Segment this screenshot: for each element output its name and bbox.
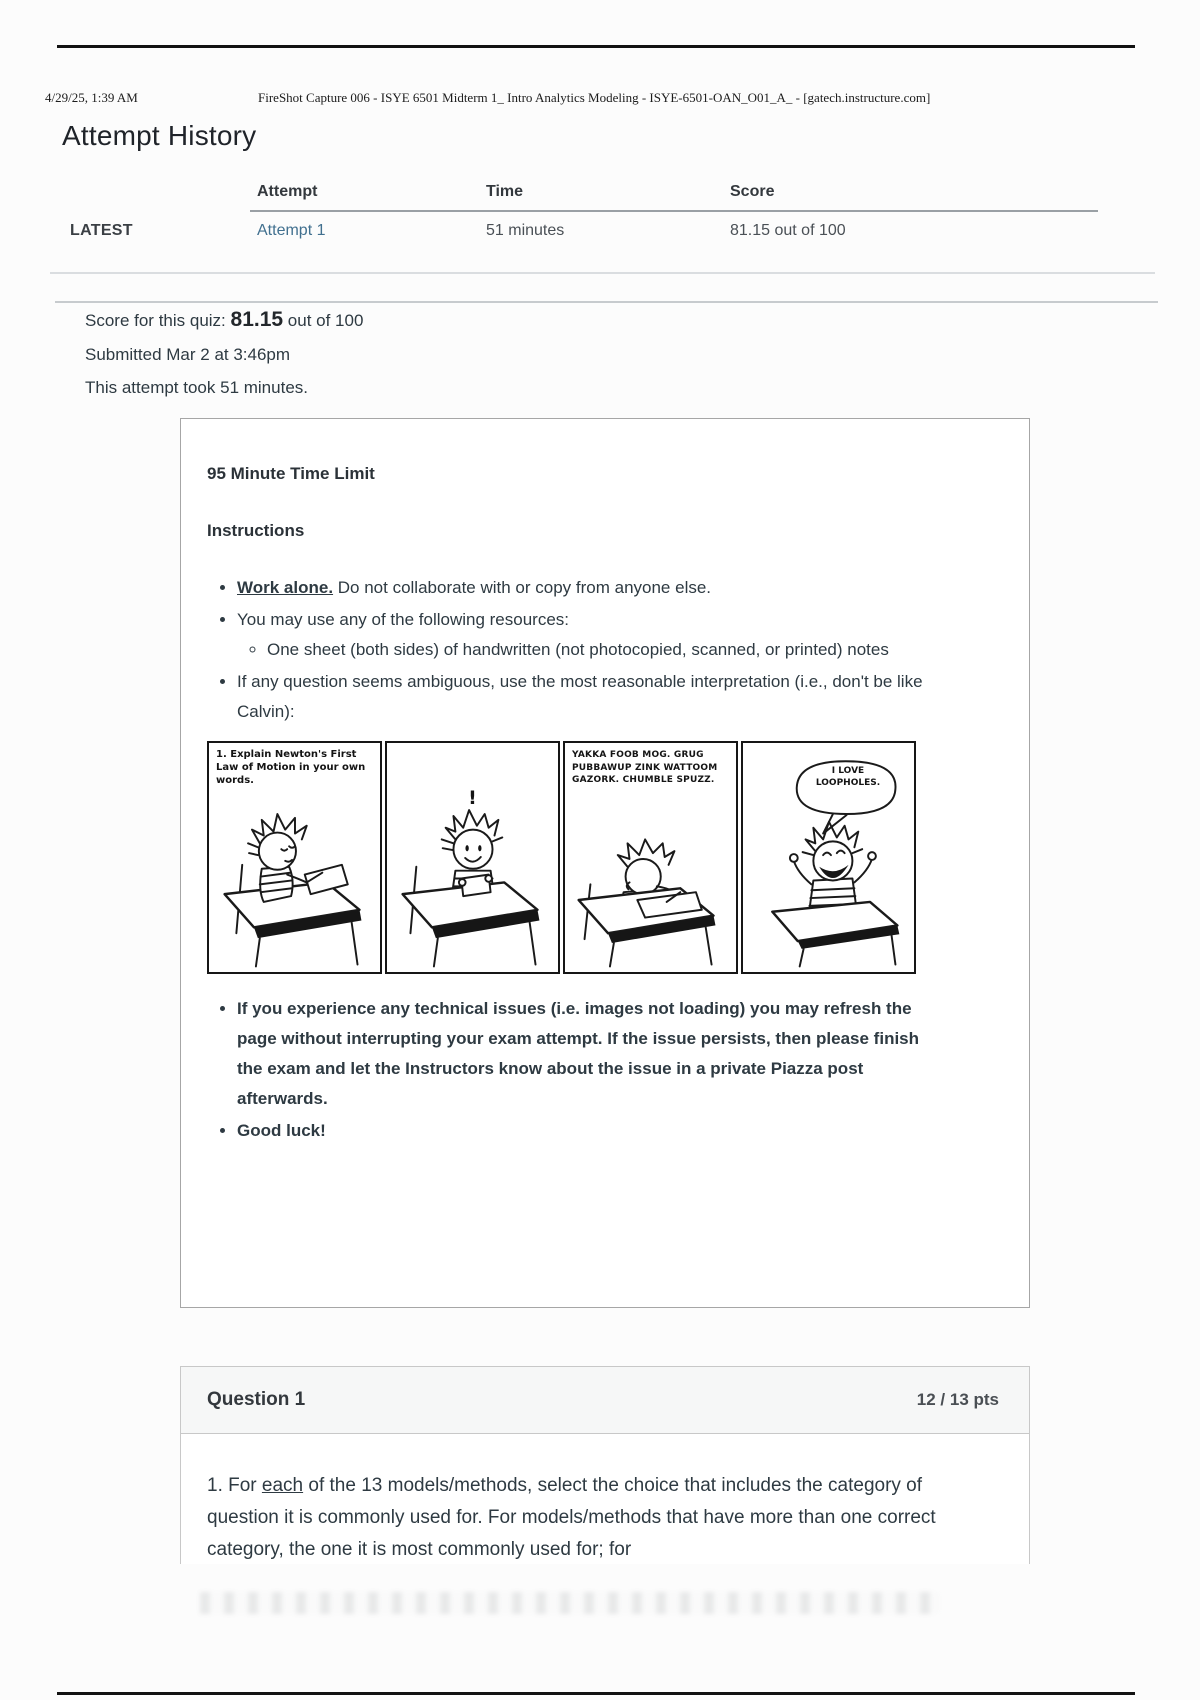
- instruction-resources: [237, 605, 927, 665]
- question-1-body: [180, 1434, 1030, 1564]
- work-alone-emphasis: Work alone.: [237, 578, 334, 597]
- quiz-score-line: [85, 308, 363, 332]
- faded-text-artifact: [200, 1592, 940, 1614]
- comic-panel-2-text: !: [468, 787, 477, 809]
- time-limit-heading: 95 Minute Time Limit: [207, 464, 375, 483]
- submitted-line: Submitted Mar 2 at 3:46pm: [85, 345, 291, 364]
- table-row-divider: [50, 272, 1155, 274]
- duration-line: This attempt took 51 minutes.: [85, 378, 308, 397]
- question-text-before: 1. For: [207, 1475, 262, 1496]
- instructions-list: [207, 573, 999, 727]
- top-print-rule: [57, 45, 1135, 48]
- quiz-instructions-box: [180, 418, 1030, 1308]
- question-1-title: Question 1: [207, 1389, 306, 1410]
- instruction-notes-sheet: ◦ One sheet (both sides) of handwritten (not photocopied, scanned, or printed) notes: [267, 635, 897, 665]
- column-header-time: Time: [486, 183, 524, 200]
- latest-row-label: LATEST: [70, 222, 133, 239]
- calvin-comic-strip: [207, 741, 999, 974]
- instruction-good-luck: • Good luck!: [237, 1116, 927, 1146]
- table-bottom-divider: [55, 301, 1158, 303]
- instructions-list-bottom: [207, 994, 999, 1146]
- instruction-work-alone: [237, 573, 927, 603]
- comic-panel-3-text: YAKKA FOOB MOG. GRUG PUBBAWUP ZINK WATTOOM GAZORK. CHUMBLE SPUZZ.: [572, 750, 718, 786]
- attempt-1-link[interactable]: Attempt 1: [257, 222, 326, 239]
- comic-panel-1-text: 1. Explain Newton's First Law of Motion in your own words.: [216, 749, 366, 786]
- comic-panel-1: [207, 741, 382, 974]
- attempt-score-value: 81.15 out of 100: [730, 222, 846, 239]
- column-header-attempt: Attempt: [257, 183, 318, 200]
- table-header-divider: [250, 210, 1098, 212]
- column-header-score: Score: [730, 183, 775, 200]
- comic-panel-3: [563, 741, 738, 974]
- comic-panel-4-text: I LOVE LOOPHOLES.: [815, 766, 881, 789]
- question-1-card: [180, 1366, 1030, 1564]
- score-value: 81.15: [230, 308, 284, 331]
- score-prefix: Score for this quiz:: [85, 311, 231, 330]
- question-1-header: [180, 1366, 1030, 1434]
- question-text-underlined: each: [261, 1475, 304, 1496]
- comic-panel-2: [385, 741, 560, 974]
- work-alone-rest: Do not collaborate with or copy from anyone else.: [333, 578, 712, 597]
- question-1-text: [207, 1470, 952, 1564]
- comic-panel-4: [741, 741, 916, 974]
- question-text-after: of the 13 models/methods, select the choice that includes the category of question it is commonly used for. For models/methods that have more than one correct category, the one it is most commonly used for; for: [207, 1475, 936, 1560]
- instruction-technical-issues: • If you experience any technical issues (i.e. images not loading) you may refresh the page without interrupting your exam attempt. If the issue persists, then please finish the exam and let the Instructors know about the issue in a private Piazza post afterwards.: [237, 994, 927, 1114]
- instruction-ambiguous: • If any question seems ambiguous, use the most reasonable interpretation (i.e., don't be like Calvin):: [237, 667, 927, 727]
- resources-sublist: [237, 635, 927, 665]
- comic-panel-2-drawing: [387, 743, 558, 972]
- score-suffix: out of 100: [283, 311, 364, 330]
- instructions-heading: Instructions: [207, 521, 305, 540]
- print-header: [0, 90, 1200, 110]
- question-1-points: 12 / 13 pts: [916, 1390, 999, 1409]
- print-timestamp: 4/29/25, 1:39 AM: [45, 90, 138, 105]
- attempt-time-value: 51 minutes: [486, 222, 565, 239]
- bottom-print-rule: [57, 1692, 1135, 1695]
- page-title: Attempt History: [62, 120, 257, 151]
- print-title: FireShot Capture 006 - ISYE 6501 Midterm 1_ Intro Analytics Modeling - ISYE-6501-OAN_O01_A_ - [gatech.instructure.com]: [258, 90, 931, 105]
- resources-text: You may use any of the following resources:: [237, 610, 570, 629]
- quiz-summary: [85, 308, 363, 411]
